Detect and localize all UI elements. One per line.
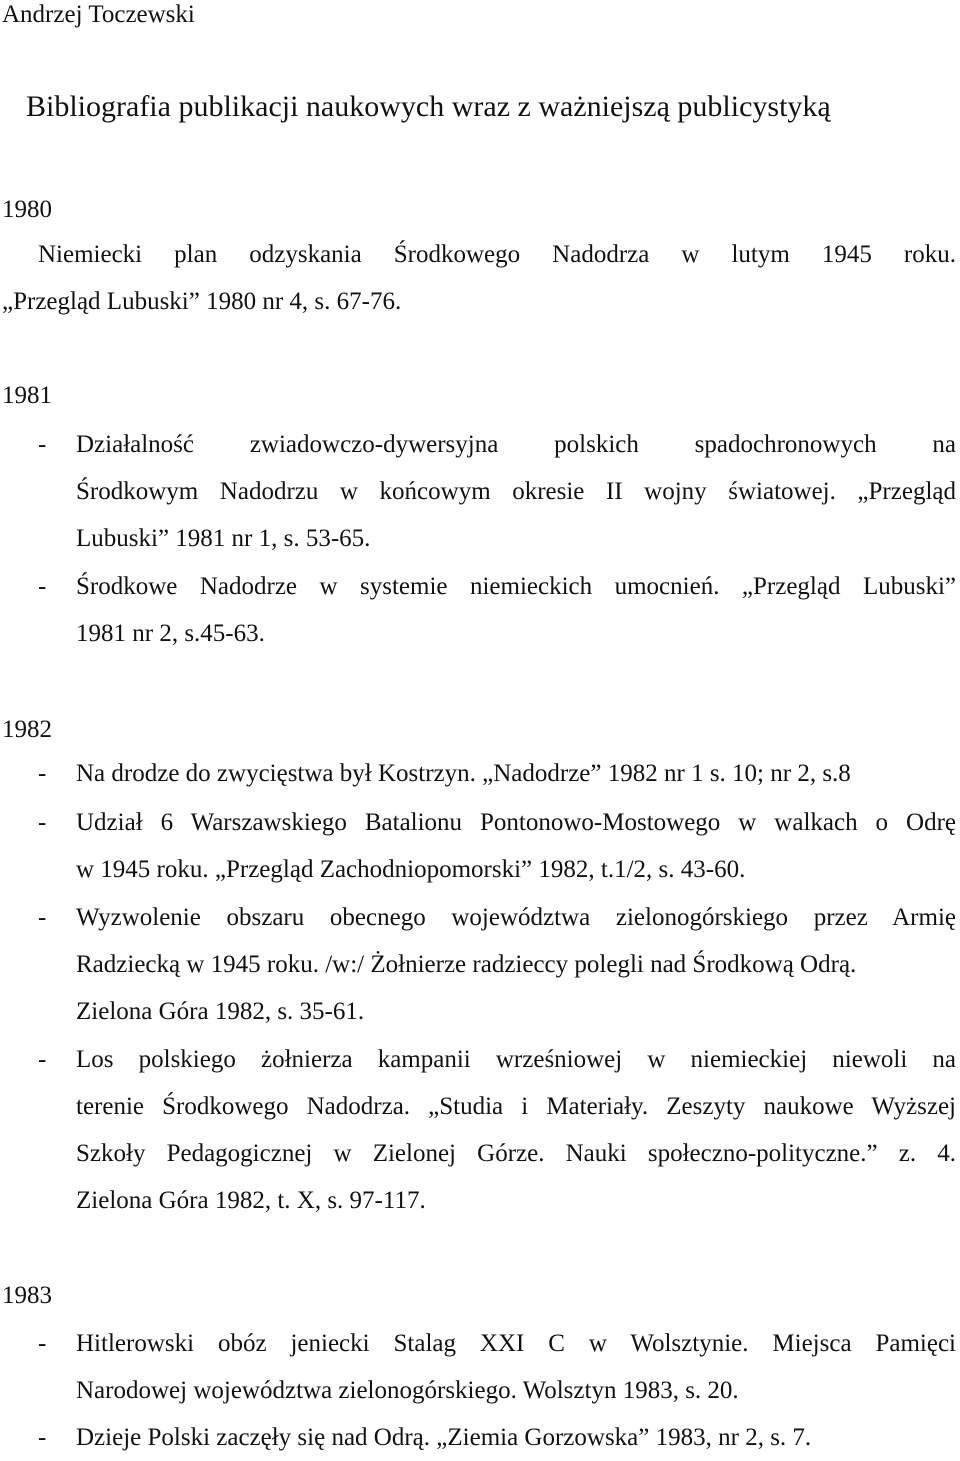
entry-line: Środkowym Nadodrzu w końcowym okresie II wojny światowej. „Przegląd (76, 478, 956, 505)
entry-line: Los polskiego żołnierza kampanii wrześniowej w niemieckiej niewoli na (76, 1046, 956, 1073)
entry-line: Lubuski” 1981 nr 1, s. 53-65. (76, 525, 371, 552)
entry-dash: - (38, 1330, 47, 1357)
entry-text (76, 750, 956, 797)
entry-dash: - (38, 431, 47, 458)
entry-line: Dzieje Polski zaczęły się nad Odrą. „Ziemia Gorzowska” 1983, nr 2, s. 7. (76, 1424, 812, 1451)
entry-line: Środkowe Nadodrze w systemie niemieckich umocnień. „Przegląd Lubuski” (76, 573, 956, 600)
document-title: Bibliografia publikacji naukowych wraz z ważniejszą publicystyką (26, 90, 831, 123)
author-name: Andrzej Toczewski (2, 1, 195, 28)
entry-dash: - (38, 1424, 47, 1451)
entry-line: Hitlerowski obóz jeniecki Stalag XXI C w Wolsztynie. Miejsca Pamięci (76, 1330, 956, 1357)
entry-line: Na drodze do zwycięstwa był Kostrzyn. „Nadodrze” 1982 nr 1 s. 10; nr 2, s.8 (76, 760, 851, 787)
entry-line: terenie Środkowego Nadodrza. „Studia i Materiały. Zeszyty naukowe Wyższej (76, 1093, 956, 1120)
entry-text (76, 1414, 956, 1454)
entry-text (76, 799, 956, 893)
entry-dash: - (38, 1046, 47, 1073)
entry-dash: - (38, 573, 47, 600)
entry-line: 1981 nr 2, s.45-63. (76, 620, 265, 647)
entry-text (76, 563, 956, 657)
entry-line: Narodowej województwa zielonogórskiego. Wolsztyn 1983, s. 20. (76, 1377, 739, 1404)
year-heading-1982: 1982 (2, 716, 52, 743)
entry-dash: - (38, 904, 47, 931)
entry-text (76, 1036, 956, 1224)
entry-dash: - (38, 809, 47, 836)
year-heading-1980: 1980 (2, 196, 52, 223)
entry-line: Niemiecki plan odzyskania Środkowego Nadodrza w lutym 1945 roku. (38, 241, 956, 268)
entry-line: Wyzwolenie obszaru obecnego województwa zielonogórskiego przez Armię (76, 904, 956, 931)
entry-dash: - (38, 760, 47, 787)
entry-text (76, 421, 956, 562)
year-heading-1983: 1983 (2, 1282, 52, 1309)
entry-text (76, 1320, 956, 1414)
entry-line: Zielona Góra 1982, t. X, s. 97-117. (76, 1187, 426, 1214)
year-heading-1981: 1981 (2, 382, 52, 409)
entry-line: Zielona Góra 1982, s. 35-61. (76, 998, 365, 1025)
entry-text (76, 894, 956, 1035)
entry-line: Działalność zwiadowczo-dywersyjna polskich spadochronowych na (76, 431, 956, 458)
entry-line: „Przegląd Lubuski” 1980 nr 4, s. 67-76. (2, 288, 402, 315)
entry-line: w 1945 roku. „Przegląd Zachodniopomorski” 1982, t.1/2, s. 43-60. (76, 856, 746, 883)
entry-line: Szkoły Pedagogicznej w Zielonej Górze. Nauki społeczno-polityczne.” z. 4. (76, 1140, 956, 1167)
entry-line: Udział 6 Warszawskiego Batalionu Pontonowo-Mostowego w walkach o Odrę (76, 809, 956, 836)
entry-line: Radziecką w 1945 roku. /w:/ Żołnierze radzieccy polegli nad Środkową Odrą. (76, 951, 857, 978)
